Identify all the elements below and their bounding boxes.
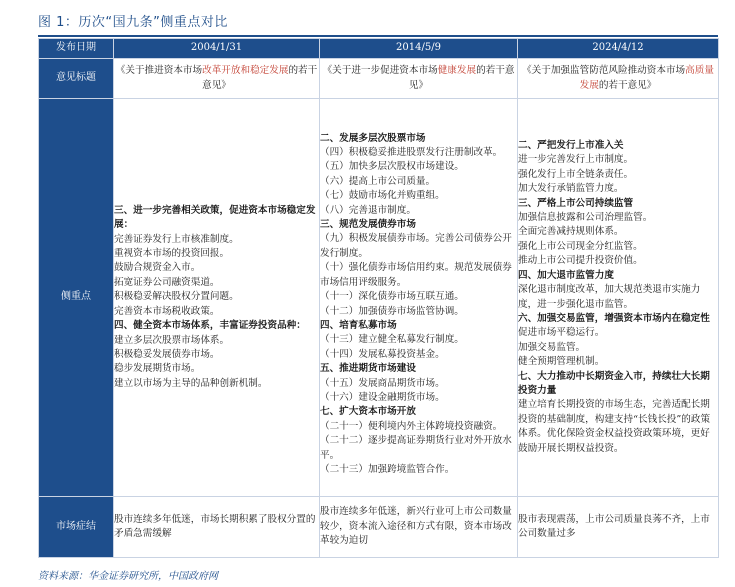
focus-item: （十六）建设金融期货市场。 <box>320 391 445 403</box>
title-row <box>39 59 719 99</box>
focus-item: 积极稳妥解决股权分置问题。 <box>114 291 239 303</box>
focus-item: 强化发行上市全链条责任。 <box>518 168 634 180</box>
focus-item: 加大发行承销监管力度。 <box>518 183 624 195</box>
focus-item: 强化上市公司现金分红监管。 <box>518 240 643 252</box>
title-cell-2024 <box>518 59 719 99</box>
focus-item: 全面完善减持规则体系。 <box>518 226 624 238</box>
source-note: 资料来源：华金证券研究所，中国政府网 <box>38 571 218 582</box>
focus-item: （五）加快多层次股权市场建设。 <box>320 161 464 173</box>
focus-cell-2004 <box>114 99 320 497</box>
title-post: 的若干意见》 <box>408 65 515 91</box>
title-highlight: 改革开放和稳定发展 <box>202 65 289 77</box>
focus-cell-2014 <box>320 99 518 497</box>
section-heading: 二、发展多层次股票市场 <box>320 132 426 144</box>
focus-item: （二十三）加强跨境监管合作。 <box>320 463 455 475</box>
focus-item: （四）积极稳妥推进股票发行注册制改革。 <box>320 147 503 159</box>
focus-item: 健全预期管理机制。 <box>518 356 605 368</box>
focus-item: （十一）深化债券市场互联互通。 <box>320 291 464 303</box>
title-post: 的若干意见》 <box>202 65 318 91</box>
focus-item: （六）提高上市公司质量。 <box>320 175 436 187</box>
focus-item: 建立培育长期投资的市场生态，完善适配长期投资的基础制度，构建支持“长钱长投”的政策体系。优化保险资金权益投资政策环境，更好鼓励开展长期权益投资。 <box>518 399 711 454</box>
section-heading: 六、加强交易监管，增强资本市场内在稳定性 <box>518 312 710 324</box>
title-cell-2004 <box>114 59 320 99</box>
date-row <box>39 39 719 59</box>
market-cell-2004: 股市连续多年低迷，市场长期积累了股权分置的矛盾急需缓解 <box>114 497 320 558</box>
title-pre: 《关于推进资本市场 <box>115 65 203 77</box>
date-cell-2014: 2014/5/9 <box>320 39 518 59</box>
focus-item: 加强信息披露和公司治理监管。 <box>518 212 653 224</box>
focus-item: 促进市场平稳运行。 <box>518 327 605 339</box>
focus-item: （十四）发展私募投资基金。 <box>320 348 445 360</box>
title-pre: 《关于进一步促进资本市场 <box>322 65 438 77</box>
title-post: 的若干意见》 <box>598 79 657 91</box>
section-heading: 七、大力推动中长期资金入市，持续壮大长期投资力量 <box>518 370 710 396</box>
focus-item: 鼓励合规资金入市。 <box>114 262 201 274</box>
focus-item: （十三）建立健全私募发行制度。 <box>320 334 464 346</box>
focus-item: （十五）发展商品期货市场。 <box>320 377 445 389</box>
focus-item: 拓宽证券公司融资渠道。 <box>114 276 220 288</box>
row-label-focus: 侧重点 <box>39 99 114 497</box>
market-row <box>39 497 719 558</box>
focus-item: 进一步完善发行上市制度。 <box>518 154 634 166</box>
row-label-title: 意见标题 <box>39 59 114 99</box>
title-highlight: 健康发展 <box>437 65 477 77</box>
section-heading: 四、培育私募市场 <box>320 319 397 331</box>
title-divider <box>38 35 718 37</box>
section-heading: 三、严格上市公司持续监管 <box>518 197 634 209</box>
section-heading: 三、规范发展债券市场 <box>320 219 416 231</box>
title-cell-2014 <box>320 59 518 99</box>
date-cell-2004: 2004/1/31 <box>114 39 320 59</box>
title-highlight: 高质量发展 <box>579 65 714 91</box>
market-cell-2014: 股市连续多年低迷，新兴行业可上市公司数量较少，资本流入途径和方式有限，资本市场改革较为迫切 <box>320 497 518 558</box>
focus-item: 完善证券发行上市核准制度。 <box>114 233 239 245</box>
focus-item: （八）完善退市制度。 <box>320 204 416 216</box>
focus-item: 重视资本市场的投资回报。 <box>114 248 230 260</box>
comparison-table <box>38 38 719 558</box>
title-pre: 《关于加强监管防范风险推动资本市场 <box>522 65 686 77</box>
focus-item: （十）强化债券市场信用约束。规范发展债券市场信用评级服务。 <box>320 262 512 288</box>
row-label-market: 市场症结 <box>39 497 114 558</box>
section-heading: 四、健全资本市场体系，丰富证券投资品种： <box>114 320 306 332</box>
focus-item: 深化退市制度改革，加大规范类退市实施力度，进一步强化退市监管。 <box>518 284 701 310</box>
market-cell-2024: 股市表现震荡，上市公司质量良莠不齐，上市公司数量过多 <box>518 497 719 558</box>
section-heading: 七、扩大资本市场开放 <box>320 406 416 418</box>
focus-item: 建立以市场为主导的品种创新机制。 <box>114 377 268 389</box>
focus-item: （十二）加强债券市场监管协调。 <box>320 305 464 317</box>
focus-item: （二十一）便利境内外主体跨境投资融资。 <box>320 420 503 432</box>
focus-cell-2024 <box>518 99 719 497</box>
section-heading: 五、推进期货市场建设 <box>320 363 416 375</box>
date-cell-2024: 2024/4/12 <box>518 39 719 59</box>
section-heading: 四、加大退市监管力度 <box>518 269 614 281</box>
focus-item: 稳步发展期货市场。 <box>114 363 201 375</box>
figure-title: 图 1：历次“国九条”侧重点对比 <box>38 15 228 30</box>
row-label-date: 发布日期 <box>39 39 114 59</box>
focus-row <box>39 99 719 497</box>
focus-item: 完善资本市场税收政策。 <box>114 305 220 317</box>
focus-item: （二十二）逐步提高证券期货行业对外开放水平。 <box>320 435 512 461</box>
focus-item: 积极稳妥发展债券市场。 <box>114 348 220 360</box>
focus-item: 建立多层次股票市场体系。 <box>114 334 230 346</box>
section-heading: 三、进一步完善相关政策，促进资本市场稳定发展： <box>114 204 316 231</box>
focus-item: （七）鼓励市场化并购重组。 <box>320 190 445 202</box>
focus-item: 推动上市公司提升投资价值。 <box>518 255 643 267</box>
section-heading: 二、严把发行上市准入关 <box>518 140 624 152</box>
focus-item: （九）积极发展债券市场。完善公司债券公开发行制度。 <box>320 233 512 259</box>
focus-item: 加强交易监管。 <box>518 341 586 353</box>
